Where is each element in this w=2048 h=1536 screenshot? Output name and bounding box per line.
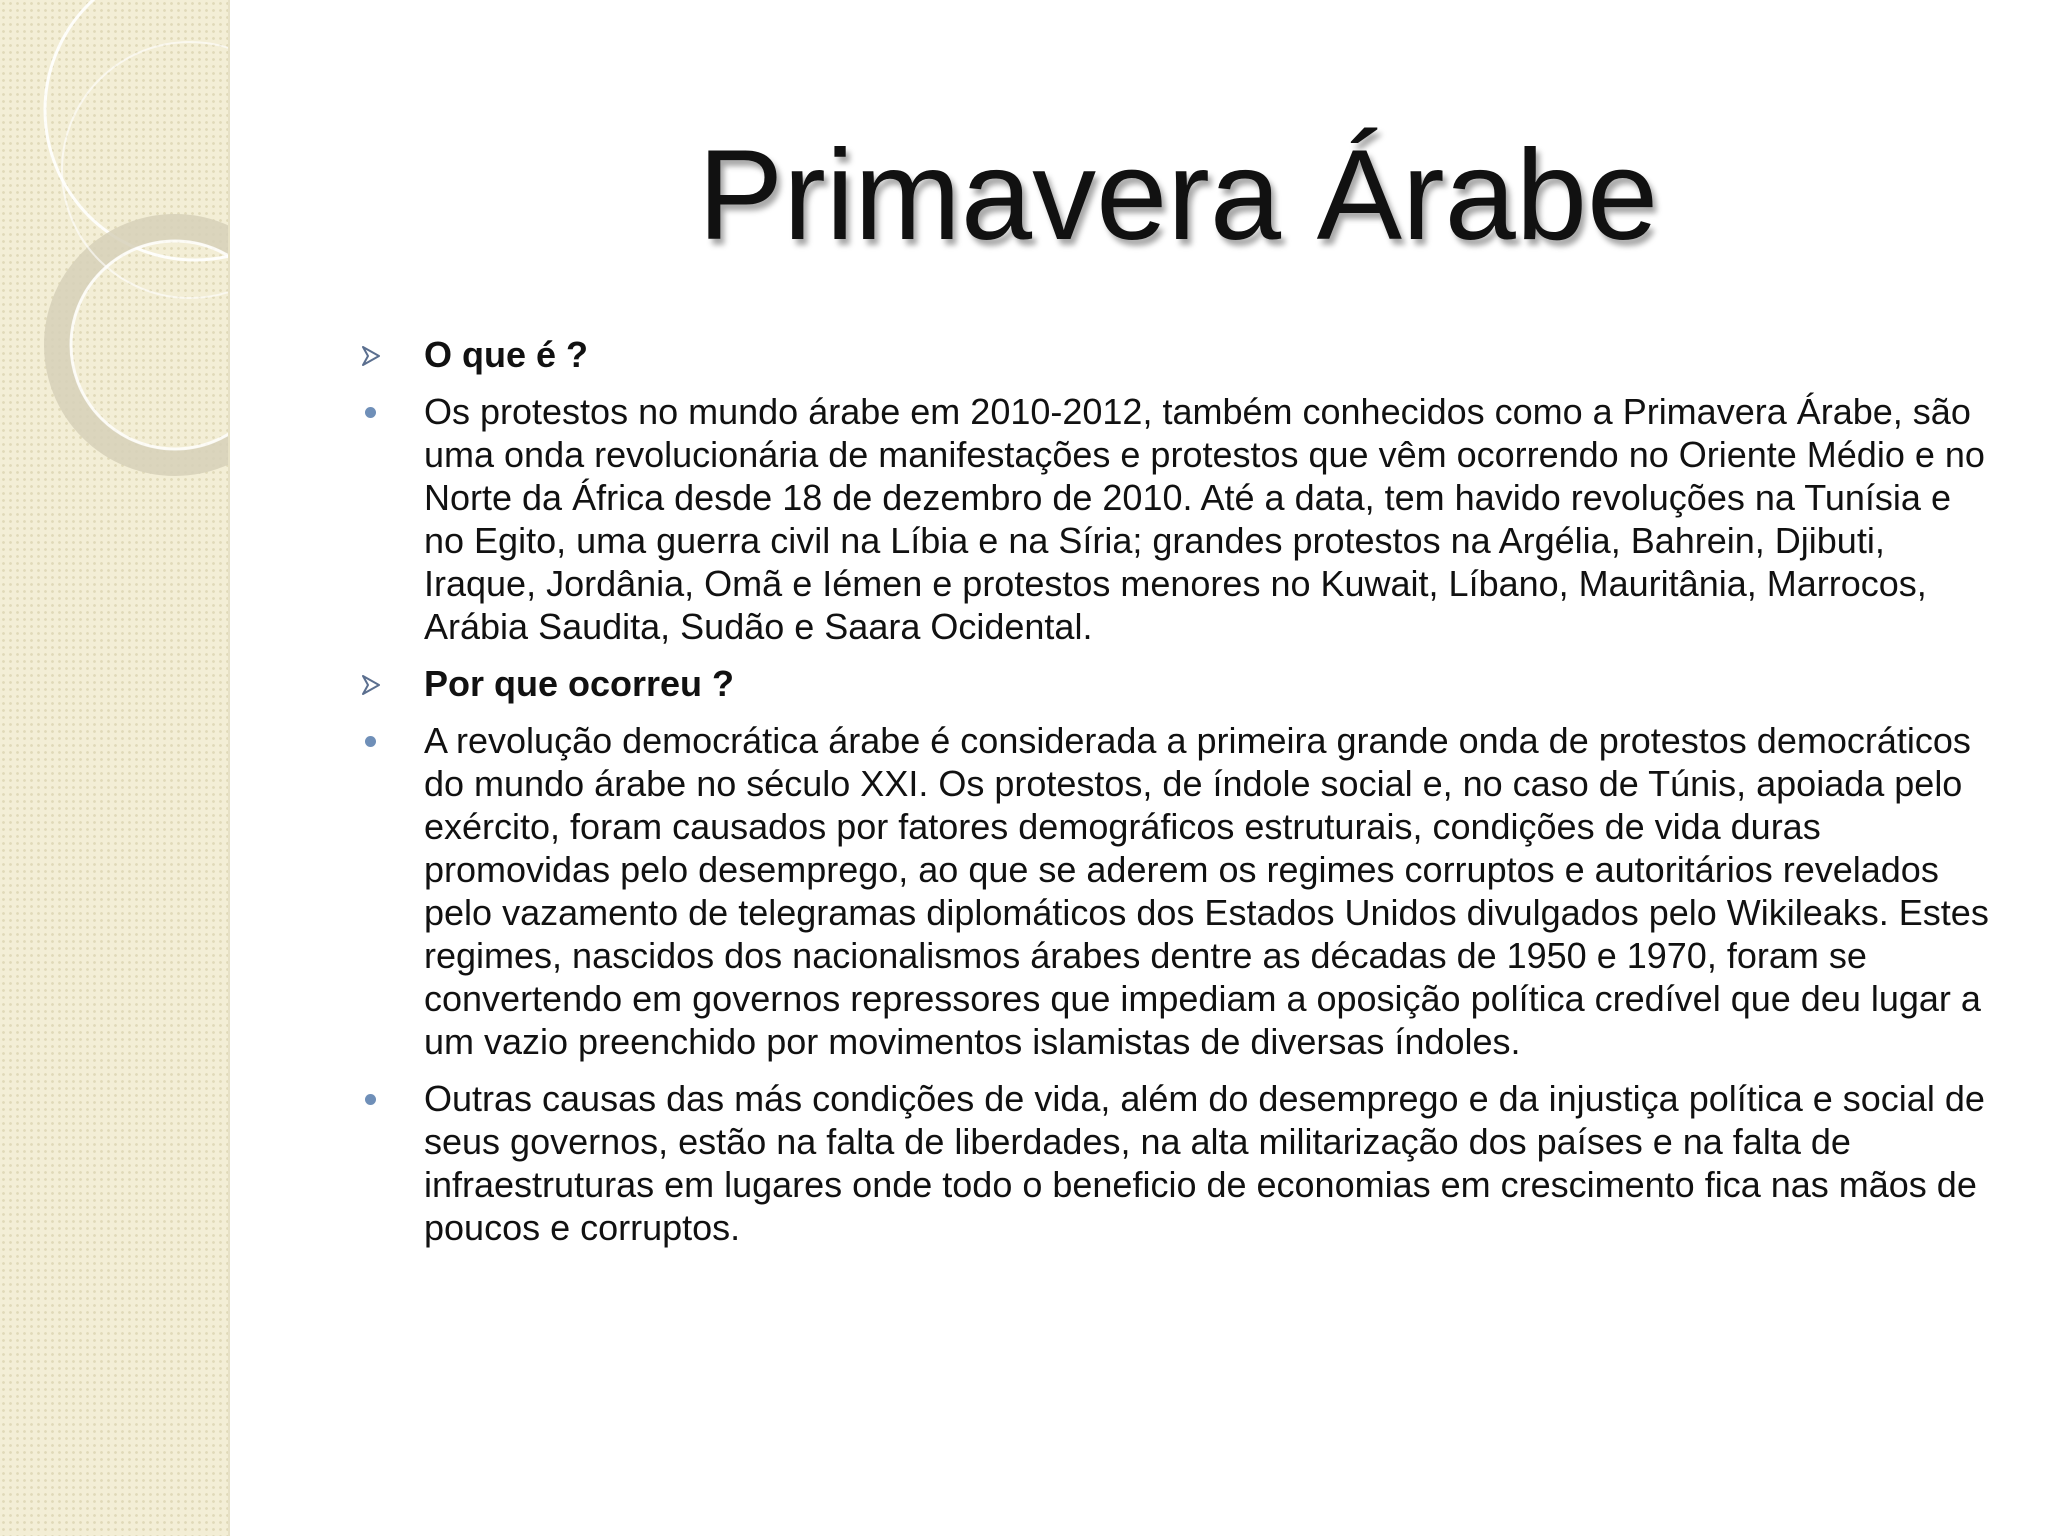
decorative-side-panel (0, 0, 230, 1536)
bullet-text: Outras causas das más condições de vida, além do desemprego e da injustiça política e social de seus governos, estão na falta de liberdades, na alta militarização dos países e na falta de infraestruturas em lugares onde todo o beneficio de economias em crescimento fica nas mãos de poucos e corruptos. (424, 1078, 1985, 1248)
arrow-bullet-icon (360, 333, 390, 376)
bullet-text: O que é ? (424, 334, 589, 375)
slide-content (360, 333, 1990, 1263)
dot-bullet-icon (360, 719, 390, 762)
dot-bullet-icon (360, 1077, 390, 1120)
arrow-bullet-icon (360, 662, 390, 705)
bullet-text: A revolução democrática árabe é considerada a primeira grande onda de protestos democráticos do mundo árabe no século XXI. Os protestos, de índole social e, no caso de Túnis, apoiada pelo exército, foram causados por fatores demográficos estruturais, condições de vida duras promovidas pelo desemprego, ao que se aderem os regimes corruptos e autoritários revelados pelo vazamento de telegramas diplomáticos dos Estados Unidos divulgados pelo Wikileaks. Estes regimes, nascidos dos nacionalismos árabes dentre as décadas de 1950 e 1970, foram se convertendo em governos repressores que impediam a oposição política credível que deu lugar a um vazio preenchido por movimentos islamistas de diversas índoles. (424, 720, 1989, 1062)
bullet-item-paragraph (360, 719, 1990, 1063)
bullet-text: Os protestos no mundo árabe em 2010-2012, também conhecidos como a Primavera Árabe, são uma onda revolucionária de manifestações e protestos que vêm ocorrendo no Oriente Médio e no Norte da África desde 18 de dezembro de 2010. Até a data, tem havido revoluções na Tunísia e no Egito, uma guerra civil na Líbia e na Síria; grandes protestos na Argélia, Bahrein, Djibuti, Iraque, Jordânia, Omã e Iémen e protestos menores no Kuwait, Líbano, Mauritânia, Marrocos, Arábia Saudita, Sudão e Saara Ocidental. (424, 391, 1985, 647)
bullet-item-paragraph (360, 1077, 1990, 1249)
bullet-item-heading (360, 333, 1990, 376)
slide-title: Primavera Árabe (697, 124, 1659, 267)
decorative-rings-icon (0, 0, 228, 1536)
bullet-item-heading (360, 662, 1990, 705)
bullet-item-paragraph (360, 390, 1990, 648)
bullet-text: Por que ocorreu ? (424, 663, 735, 704)
dot-bullet-icon (360, 390, 390, 433)
